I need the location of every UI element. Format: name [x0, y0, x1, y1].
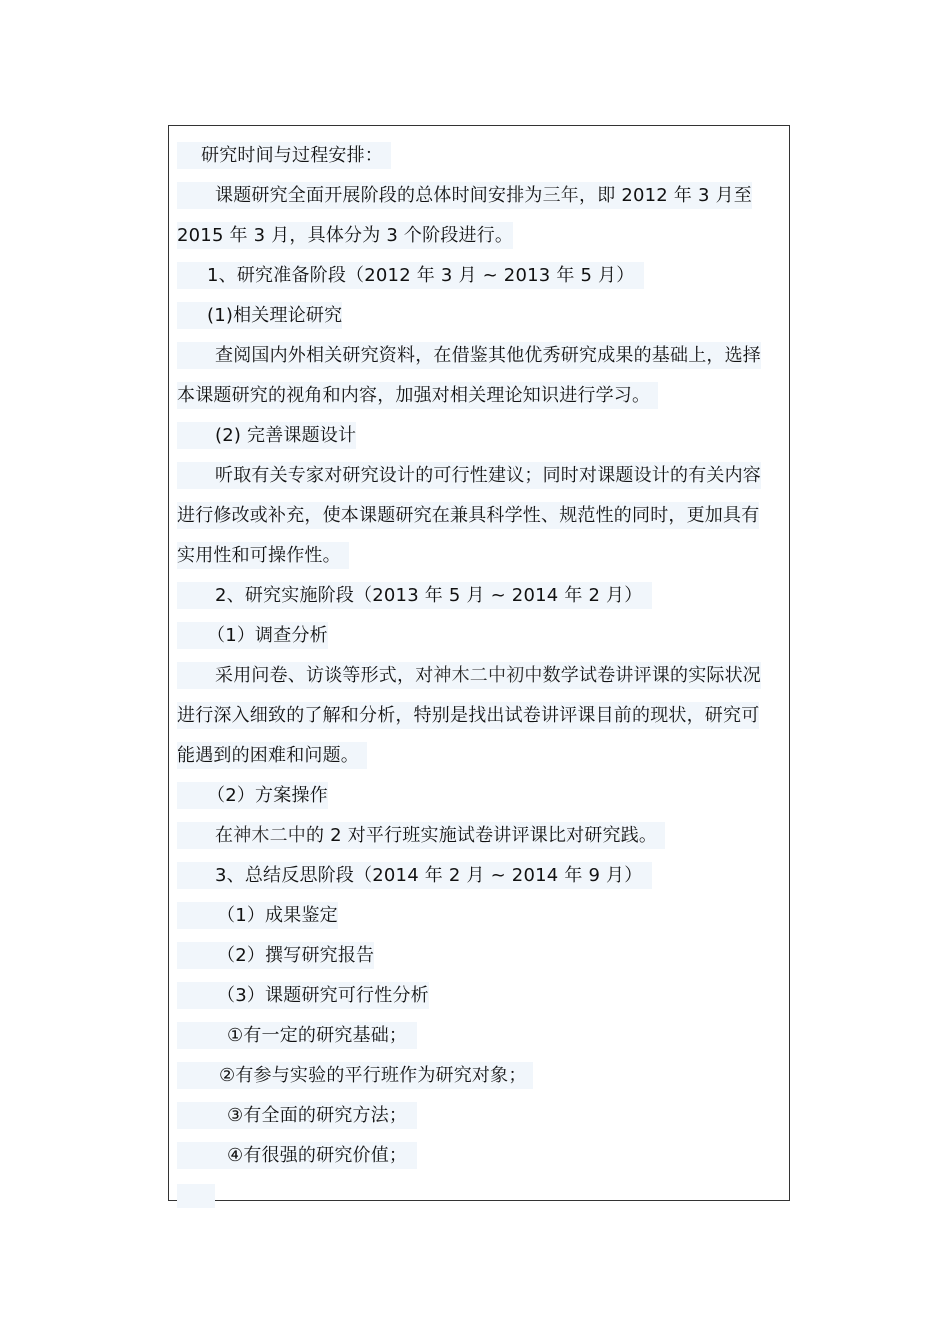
stage1-item2-line — [177, 416, 785, 456]
stage1-item2-text-3: 实用性和可操作性。 — [177, 545, 341, 566]
stage3-item1-line — [177, 896, 785, 936]
table-cell — [168, 125, 790, 1201]
feasibility-line-3 — [177, 1096, 785, 1136]
stage1-item1-text-1: 查阅国内外相关研究资料，在借鉴其他优秀研究成果的基础上，选择 — [215, 345, 761, 366]
stage3-item3-line — [177, 976, 785, 1016]
stage2-item1-text-line-2 — [177, 696, 785, 736]
feasibility-point-1: ①有一定的研究基础； — [227, 1025, 408, 1046]
stage3-title: 3、总结反思阶段（2014 年 2 月 ~ 2014 年 9 月） — [215, 865, 643, 886]
stage2-item2-text-a: 在 — [215, 825, 234, 846]
stage1-item2-text-1: 听取有关专家对研究设计的可行性建议；同时对课题设计的有关内容 — [215, 465, 761, 486]
stage2-item1-text-1a: 采用问卷、访谈等形式，对 — [215, 665, 434, 686]
overview-line-2 — [177, 216, 785, 256]
stage3-item1: （1）成果鉴定 — [217, 905, 338, 926]
section-heading-line — [177, 136, 785, 176]
overview-text-2: ，即 2012 年 3 月至 — [579, 185, 752, 206]
empty-highlight — [177, 1184, 215, 1208]
feasibility-line-4 — [177, 1136, 785, 1176]
stage1-title-line — [177, 256, 785, 296]
feasibility-line-1 — [177, 1016, 785, 1056]
stage2-item2: （2）方案操作 — [207, 785, 328, 806]
stage2-item1-text-3: 能遇到的困难和问题。 — [177, 745, 359, 766]
stage2-item2-text-line — [177, 816, 785, 856]
stage1-title: 1、研究准备阶段（2012 年 3 月 ~ 2013 年 5 月） — [207, 265, 635, 286]
stage1-item2: (2) 完善课题设计 — [215, 425, 357, 446]
stage2-item1-line — [177, 616, 785, 656]
stage2-item1-text-line-1 — [177, 656, 785, 696]
stage1-item1-text-2: 本课题研究的视角和内容，加强对相关理论知识进行学习。 — [177, 385, 651, 406]
overview-years: 三年 — [542, 185, 580, 206]
stage1-item1-line — [177, 296, 785, 336]
stage2-item1-text-line-3 — [177, 736, 785, 776]
stage3-item2: （2）撰写研究报告 — [217, 945, 375, 966]
stage2-item1: （1）调查分析 — [207, 625, 328, 646]
feasibility-line-2 — [177, 1056, 785, 1096]
stage1-item1-text-line-1 — [177, 336, 785, 376]
stage2-item2-text-b: 的 2 对平行班实施试卷讲评课比对研究践。 — [306, 825, 658, 846]
stage1-item1: (1)相关理论研究 — [207, 305, 343, 326]
school-name: 神木二中初中 — [433, 665, 543, 686]
stage1-item2-text-line-2 — [177, 496, 785, 536]
document-content — [177, 136, 785, 1216]
stage2-title: 2、研究实施阶段（2013 年 5 月 ~ 2014 年 2 月） — [215, 585, 643, 606]
stage1-item1-text-line-2 — [177, 376, 785, 416]
stage2-title-line — [177, 576, 785, 616]
overview-line-1 — [177, 176, 785, 216]
stage2-item1-text-1b: 数学试卷讲评课的实际状况 — [542, 665, 762, 686]
school-name: 神木二中 — [233, 825, 307, 846]
stage3-item2-line — [177, 936, 785, 976]
empty-line — [177, 1176, 785, 1216]
overview-text-1: 课题研究全面开展阶段的总体时间安排为 — [215, 185, 543, 206]
feasibility-point-4: ④有很强的研究价值； — [227, 1145, 408, 1166]
feasibility-point-2: ②有参与实验的平行班作为研究对象； — [219, 1065, 527, 1086]
overview-text-3: 2015 年 3 月，具体分为 3 个阶段进行。 — [177, 225, 514, 246]
stage1-item2-text-line-3 — [177, 536, 785, 576]
stage2-item2-line — [177, 776, 785, 816]
section-heading: 研究时间与过程安排： — [201, 145, 383, 166]
stage2-item1-text-2: 进行深入细致的了解和分析，特别是找出试卷讲评课目前的现状，研究可 — [177, 705, 760, 726]
feasibility-point-3: ③有全面的研究方法； — [227, 1105, 408, 1126]
stage3-title-line — [177, 856, 785, 896]
stage3-item3: （3）课题研究可行性分析 — [217, 985, 429, 1006]
stage1-item2-text-2: 进行修改或补充，使本课题研究在兼具科学性、规范性的同时，更加具有 — [177, 505, 760, 526]
stage1-item2-text-line-1 — [177, 456, 785, 496]
